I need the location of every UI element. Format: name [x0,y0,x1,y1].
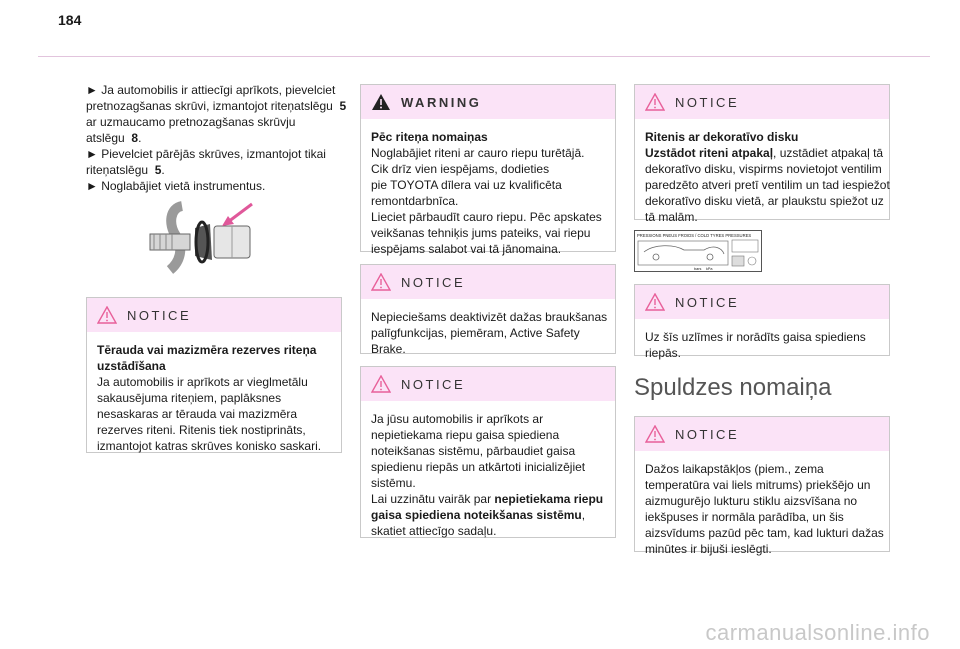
notice-heading-1: Tērauda vai mazizmēra rezerves riteņa [97,343,317,357]
notice-text: Brake. [371,342,406,356]
notice-text: nesaskaras ar tērauda vai mazizmēra [97,407,298,421]
notice-text: paredzēto atveri pretī ventilim un tad iespiežot [645,178,890,192]
notice-text: rezerves riteni. Ritenis tiek nostiprināts, [97,423,306,437]
notice-lamp-misting [634,416,890,556]
notice-text: gaisa spiediena noteikšanas sistēmu, [371,508,586,522]
tyre-label-unit: bars [694,267,702,271]
notice-driving-aids [360,264,616,354]
warning-triangle-icon [371,375,391,393]
step-line-3: ar uzmaucamo pretnozagšanas skrūvju [86,115,296,129]
notice-text: temperatūra vai liels mitrums) priekšējo un [645,478,871,492]
notice-label-pressure [634,284,890,360]
notice-header [635,85,889,119]
notice-text: izmantojot katras skrūves konisko saskari. [97,439,322,453]
notice-text: aizsvīdums pazūd pēc tam, kad lukturi dažas [645,526,884,540]
warning-text: Noglabājiet riteni ar cauro riepu turētājā. [371,146,585,160]
notice-text: Uzstādot riteni atpakaļ, uzstādiet atpakaļ tā [645,146,884,160]
notice-text: sistēmu. [371,476,416,490]
warning-triangle-icon [645,425,665,443]
tyre-pressure-label [634,230,762,272]
notice-text: dekoratīvo disku vietā, ar plaukstu spiežot uz [645,194,884,208]
warning-heading: Pēc riteņa nomaiņas [371,130,488,144]
step-line-1: ► Ja automobilis ir attiecīgi aprīkots, pievelciet [86,83,336,97]
notice-text: Nepieciešams deaktivizēt dažas braukšanas [371,310,608,324]
notice-header [635,285,889,319]
warning-triangle-icon [371,273,391,291]
intro-steps [86,82,346,194]
notice-title: NOTICE [675,294,740,310]
notice-body [361,299,615,365]
warning-triangle-icon [645,293,665,311]
step-line-5: ► Pievelciet pārējās skrūves, izmantojot tikai [86,147,326,161]
notice-text: palīgfunkcijas, piemēram, Active Safety [371,326,580,340]
warning-text: Cik drīz vien iespējams, dodieties [371,162,550,176]
notice-text: noteikšanas sistēmu, pārbaudiet gaisa [371,444,576,458]
notice-body [361,401,615,547]
notice-text: minūtes ir bijuši ieslēgti. [645,542,772,556]
notice-body [87,332,341,462]
notice-body [635,119,889,233]
step-line-2: pretnozagšanas skrūvi, izmantojot riteņatslēgu 5 [86,99,347,113]
notice-header [361,367,615,401]
notice-body [635,319,889,369]
warning-triangle-icon [645,93,665,111]
top-divider [38,56,930,57]
notice-text: riepās. [645,346,682,360]
notice-header [361,265,615,299]
notice-text: Dažos laikapstākļos (piem., zema [645,462,824,476]
warning-text: veikšanas tehniķis jums pateiks, vai riepu [371,226,591,240]
page-number: 184 [58,12,82,28]
warning-header [361,85,615,119]
notice-text: Uz šīs uzlīmes ir norādīts gaisa spiediens [645,330,866,344]
notice-text: tā malām. [645,210,698,224]
notice-text: Ja automobilis ir aprīkots ar vieglmetālu [97,375,308,389]
step-line-7: ► Noglabājiet vietā instrumentus. [86,179,266,193]
notice-text: iekšpuses ir normāla parādība, un šis [645,510,844,524]
warning-after-change [360,84,616,256]
notice-tyre-pressure-system [360,366,616,538]
step-line-6: riteņatslēgu 5. [86,163,165,177]
notice-text: nepietiekama riepu gaisa spiediena [371,428,560,442]
warning-text: iespējams salabot vai tā jānomaina. [371,242,562,256]
notice-text: skatiet attiecīgo sadaļu. [371,524,497,538]
warning-body [361,119,615,265]
warning-text: pie TOYOTA dīlera vai uz kvalificēta [371,178,562,192]
notice-text: Lai uzzinātu vairāk par nepietiekama riepu [371,492,604,506]
notice-heading: Ritenis ar dekoratīvo disku [645,130,799,144]
notice-title: NOTICE [401,274,466,290]
tyre-label-unit-2: kPa [706,267,713,271]
notice-spare-wheel [86,297,342,453]
watermark: carmanualsonline.info [705,620,930,645]
notice-text: sakausējuma riteņiem, paplāksnes [97,391,282,405]
bolt-illustration [140,196,270,276]
notice-title: NOTICE [675,94,740,110]
notice-text: Ja jūsu automobilis ir aprīkots ar [371,412,544,426]
notice-text: dekoratīvo disku, vispirms novietojot ventilim [645,162,882,176]
notice-heading-2: uzstādīšana [97,359,166,373]
notice-text: spiedienu riepās un atkārtoti inicializējiet [371,460,586,474]
warning-triangle-icon [97,306,117,324]
notice-wheel-trim [634,84,890,224]
tyre-label-title: PRESSIONS PNEUS FROIDS / COLD TYRES PRESSURES [637,233,752,238]
notice-text: aizmugurējo lukturu stiklu aizsvīšana no [645,494,858,508]
step-line-4: atslēgu 8. [86,131,142,145]
notice-title: NOTICE [401,376,466,392]
warning-text: remontdarbnīca. [371,194,459,208]
warning-triangle-icon [371,93,391,111]
notice-body [635,451,889,565]
notice-title: NOTICE [127,307,192,323]
section-title: Spuldzes nomaiņa [634,374,832,401]
notice-title: NOTICE [675,426,740,442]
warning-text: Lieciet pārbaudīt cauro riepu. Pēc apskates [371,210,602,224]
notice-header [87,298,341,332]
warning-title: WARNING [401,94,482,110]
notice-header [635,417,889,451]
